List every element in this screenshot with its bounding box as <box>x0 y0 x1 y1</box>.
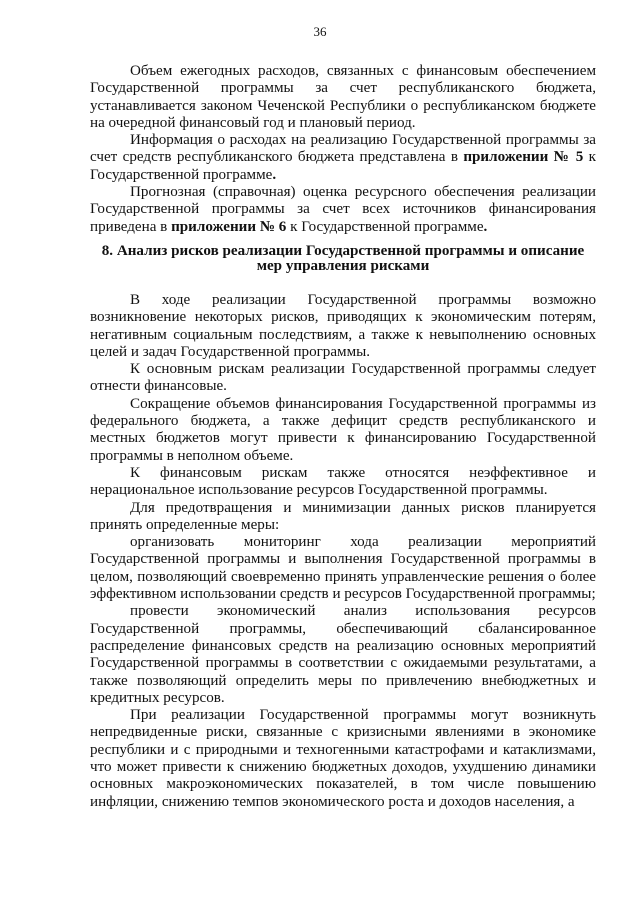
section-heading: 8. Анализ рисков реализации Государственной программы и описание мер управления рисками <box>101 242 585 274</box>
paragraph-measure-analysis: провести экономический анализ использования ресурсов Государственной программы, обеспечивающий сбалансированное распределение финансовых средств на реализацию основных мероприятий Государственной программы в соответствии с ожидаемыми результатами, а также позволяющий определить меры по привлечению внебюджетных и кредитных ресурсов. <box>90 603 596 706</box>
page-number: 36 <box>313 24 327 39</box>
paragraph-financial-risks: К финансовым рискам также относятся неэффективное и нерациональное использование ресурсов Государственной программы. <box>90 464 596 499</box>
text-run: Объем ежегодных расходов, связанных с финансовым обеспечением Государственной программы за счет республиканского бюджета, устанавливается законом Чеченской Республики о республиканском бюджете на очередной финансовый год и плановый период. <box>90 63 596 131</box>
paragraph-risks-intro: В ходе реализации Государственной программы возможно возникновение некоторых рисков, приводящих к экономическим потерям, негативным социальным последствиям, а также к невыполнению основных целей и задач Государственной программы. <box>90 291 596 360</box>
document-body <box>90 63 596 811</box>
annex-reference: приложении № 5 <box>463 149 584 166</box>
paragraph-measure-monitoring: организовать мониторинг хода реализации мероприятий Государственной программы и выполнения Государственной программы в целом, позволяющий своевременно принять управленческие решения о более эффективном использовании средств и ресурсов Государственной программы; <box>90 534 596 603</box>
text-run-bold: . <box>272 166 277 183</box>
text-run: к Государственной программе <box>90 149 597 183</box>
paragraph-funding-cut: Сокращение объемов финансирования Государственной программы из федерального бюджета, а также дефицит средств республиканского и местных бюджетов могут привести к финансированию Государственной программы в неполном объеме. <box>90 395 596 464</box>
paragraph-main-risks: К основным рискам реализации Государственной программы следует отнести финансовые. <box>90 361 596 395</box>
paragraph-expenses-law <box>90 63 596 132</box>
paragraph-unforeseen-risks: При реализации Государственной программы могут возникнуть непредвиденные риски, связанные с кризисными явлениями в экономике республики и с природными и техногенными катастрофами и катаклизмами, что может привести к снижению бюджетных доходов, ухудшению динамики основных макроэкономических показателей, в том числе повышению инфляции, снижению темпов экономического роста и доходов населения, а <box>90 707 596 810</box>
text-run: Информация о расходах на реализацию Государственной программы за счет средств республиканского бюджета представлена в <box>90 132 596 166</box>
text-run-bold: . <box>483 218 488 235</box>
annex-reference: приложении № 6 <box>171 218 287 235</box>
paragraph-annex-5 <box>90 132 596 184</box>
text-run: Прогнозная (справочная) оценка ресурсного обеспечения реализации Государственной программы за счет всех источников финансирования приведена в <box>90 184 596 235</box>
text-run: к Государственной программе <box>286 218 484 235</box>
paragraph-measures-intro: Для предотвращения и минимизации данных рисков планируется принять определенные меры: <box>90 499 596 533</box>
paragraph-annex-6 <box>90 184 596 236</box>
